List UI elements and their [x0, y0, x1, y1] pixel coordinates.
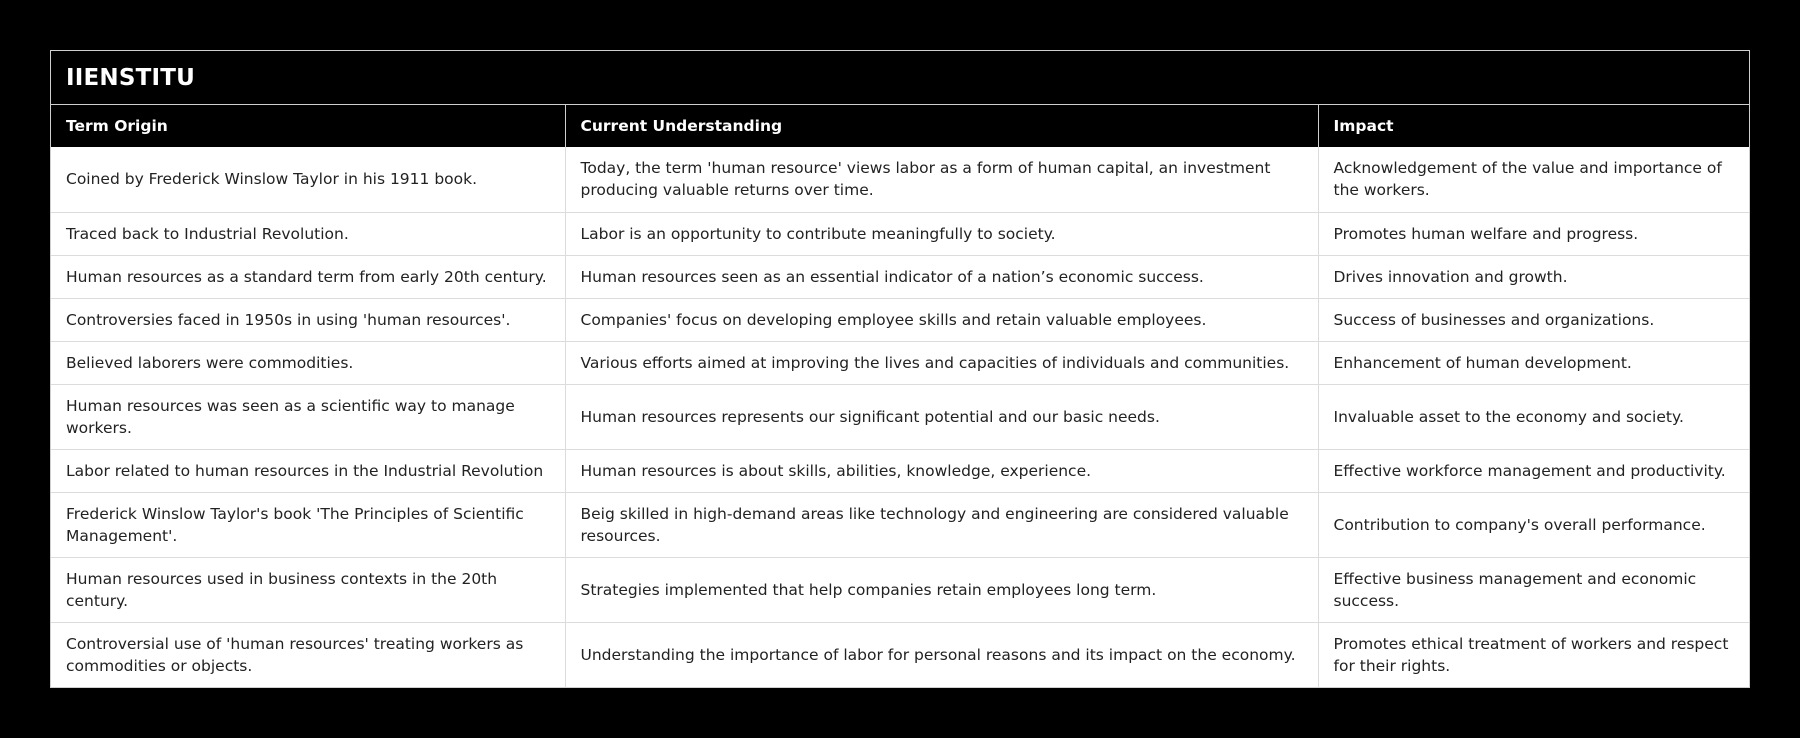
cell-impact: Success of businesses and organizations. — [1318, 298, 1749, 341]
column-header-impact: Impact — [1318, 105, 1749, 147]
hr-term-table — [51, 105, 1749, 687]
cell-impact: Acknowledgement of the value and importance of the workers. — [1318, 147, 1749, 212]
cell-impact: Contribution to company's overall performance. — [1318, 492, 1749, 557]
cell-impact: Invaluable asset to the economy and society. — [1318, 384, 1749, 449]
cell-impact: Enhancement of human development. — [1318, 341, 1749, 384]
table-row — [51, 212, 1749, 255]
cell-current-understanding: Human resources represents our significant potential and our basic needs. — [565, 384, 1318, 449]
table-row — [51, 449, 1749, 492]
cell-impact: Effective workforce management and productivity. — [1318, 449, 1749, 492]
cell-current-understanding: Human resources is about skills, abilities, knowledge, experience. — [565, 449, 1318, 492]
cell-term-origin: Coined by Frederick Winslow Taylor in his 1911 book. — [66, 170, 478, 189]
column-header-term-origin: Term Origin — [51, 105, 565, 147]
table-row — [51, 255, 1749, 298]
cell-term-origin: Human resources as a standard term from early 20th century. — [51, 255, 565, 298]
cell-impact: Effective business management and economic success. — [1318, 557, 1749, 622]
cell-current-understanding: Beig skilled in high-demand areas like technology and engineering are considered valuable resources. — [565, 492, 1318, 557]
cell-current-understanding: Labor is an opportunity to contribute meaningfully to society. — [565, 212, 1318, 255]
table-row — [51, 298, 1749, 341]
cell-term-origin: Controversies faced in 1950s in using 'human resources'. — [51, 298, 565, 341]
cell-term-origin: Labor related to human resources in the Industrial Revolution — [51, 449, 565, 492]
table-row — [51, 147, 1749, 212]
cell-term-origin: Human resources was seen as a scientific way to manage workers. — [51, 384, 565, 449]
column-header-current-understanding: Current Understanding — [565, 105, 1318, 147]
table-row — [51, 384, 1749, 449]
cell-current-understanding: Human resources seen as an essential indicator of a nation’s economic success. — [565, 255, 1318, 298]
cell-term-origin: Believed laborers were commodities. — [51, 341, 565, 384]
header-row — [51, 105, 1749, 147]
cell-current-understanding: Strategies implemented that help companies retain employees long term. — [565, 557, 1318, 622]
cell-impact: Promotes human welfare and progress. — [1318, 212, 1749, 255]
table-row — [51, 492, 1749, 557]
table-row — [51, 341, 1749, 384]
cell-term-origin: Human resources used in business contexts in the 20th century. — [51, 557, 565, 622]
cell-term-origin: Traced back to Industrial Revolution. — [51, 212, 565, 255]
table-row — [51, 557, 1749, 622]
cell-impact: Drives innovation and growth. — [1318, 255, 1749, 298]
cell-current-understanding: Understanding the importance of labor for personal reasons and its impact on the economy. — [565, 622, 1318, 687]
cell-current-understanding: Today, the term 'human resource' views labor as a form of human capital, an investment producing valuable returns over time. — [565, 147, 1318, 212]
cell-term-origin: Frederick Winslow Taylor's book 'The Principles of Scientific Management'. — [51, 492, 565, 557]
cell-current-understanding: Various efforts aimed at improving the lives and capacities of individuals and communities. — [565, 341, 1318, 384]
cell-term-origin: Controversial use of 'human resources' treating workers as commodities or objects. — [51, 622, 565, 687]
table-title: IIENSTITU — [51, 51, 1749, 105]
cell-impact: Promotes ethical treatment of workers and respect for their rights. — [1318, 622, 1749, 687]
table-row — [51, 622, 1749, 687]
cell-current-understanding: Companies' focus on developing employee skills and retain valuable employees. — [565, 298, 1318, 341]
data-table-container — [50, 50, 1750, 688]
